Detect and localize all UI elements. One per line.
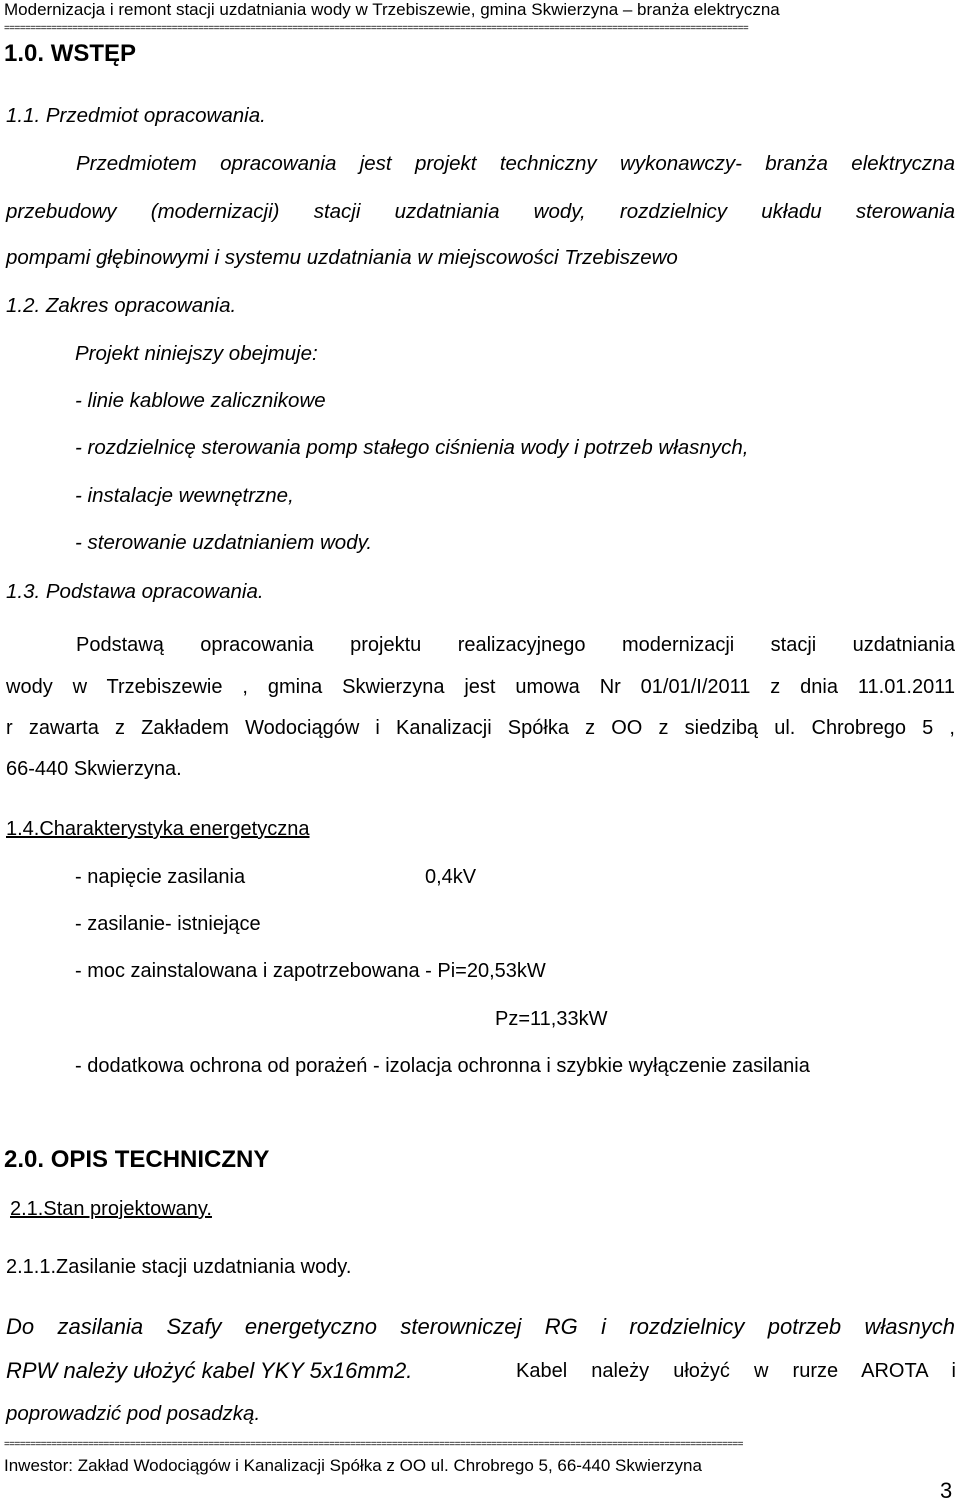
scope-item: - rozdzielnicę sterowania pomp stałego ciśnienia wody i potrzeb własnych,	[75, 436, 749, 459]
section-title-2: 2.0. OPIS TECHNICZNY	[4, 1146, 270, 1173]
power-line: - moc zainstalowana i zapotrzebowana - Pi=20,53kW	[75, 960, 546, 982]
footer-text: Inwestor: Zakład Wodociągów i Kanalizacji Spółka z OO ul. Chrobrego 5, 66-440 Skwierzyna	[4, 1456, 702, 1475]
para-1-3-line3: r zawarta z Zakładem Wodociągów i Kanalizacji Spółka z OO z siedzibą ul. Chrobrego 5 ,	[6, 717, 955, 739]
page-number: 3	[940, 1478, 953, 1503]
heading-2-1: 2.1.Stan projektowany.	[10, 1198, 212, 1220]
heading-1-4: 1.4.Charakterystyka energetyczna	[6, 818, 310, 840]
scope-item: - sterowanie uzdatnianiem wody.	[75, 531, 373, 554]
heading-2-1-1: 2.1.1.Zasilanie stacji uzdatniania wody.	[6, 1256, 352, 1278]
page-header: Modernizacja i remont stacji uzdatniania wody w Trzebiszewie, gmina Skwierzyna – branża elektryczna	[4, 0, 780, 19]
footer-separator: =============================================================================================================================================	[4, 1440, 743, 1450]
para-1-3-line2: wody w Trzebiszewie , gmina Skwierzyna jest umowa Nr 01/01/I/2011 z dnia 11.01.2011	[6, 676, 955, 698]
protection-line: - dodatkowa ochrona od porażeń - izolacja ochronna i szybkie wyłączenie zasilania	[75, 1055, 810, 1077]
heading-1-1: 1.1. Przedmiot opracowania.	[6, 104, 266, 127]
voltage-value: 0,4kV	[425, 866, 477, 888]
para-1-1-line2: przebudowy (modernizacji) stacji uzdatniania wody, rozdzielnicy układu sterowania	[6, 200, 955, 223]
para-1-1-line1: Przedmiotem opracowania jest projekt techniczny wykonawczy- branża elektryczna	[76, 152, 955, 175]
para-2-line1: Do zasilania Szafy energetyczno sterowniczej RG i rozdzielnicy potrzeb własnych	[6, 1314, 955, 1339]
scope-intro: Projekt niniejszy obejmuje:	[75, 342, 318, 365]
voltage-label: - napięcie zasilania	[75, 866, 246, 888]
scope-item: - linie kablowe zalicznikowe	[75, 389, 326, 412]
para-2-line2a: RPW należy ułożyć kabel YKY 5x16mm2.	[6, 1358, 413, 1383]
heading-1-2: 1.2. Zakres opracowania.	[6, 294, 237, 317]
section-title-1: 1.0. WSTĘP	[4, 40, 137, 67]
para-1-1-line3: pompami głębinowymi i systemu uzdatniania w miejscowości Trzebiszewo	[6, 246, 678, 269]
pz-value: Pz=11,33kW	[495, 1008, 608, 1030]
para-1-3-line4: 66-440 Skwierzyna.	[6, 758, 182, 780]
para-1-3-line1: Podstawą opracowania projektu realizacyjnego modernizacji stacji uzdatniania	[76, 634, 955, 656]
scope-item: - instalacje wewnętrzne,	[75, 484, 294, 507]
para-2-line3: poprowadzić pod posadzką.	[6, 1402, 261, 1425]
heading-1-3: 1.3. Podstawa opracowania.	[6, 580, 264, 603]
para-2-line2b: Kabel należy ułożyć w rurze AROTA i	[516, 1360, 956, 1382]
supply-line: - zasilanie- istniejące	[75, 913, 261, 935]
header-separator: ==============================================================================================================================================	[4, 24, 749, 34]
